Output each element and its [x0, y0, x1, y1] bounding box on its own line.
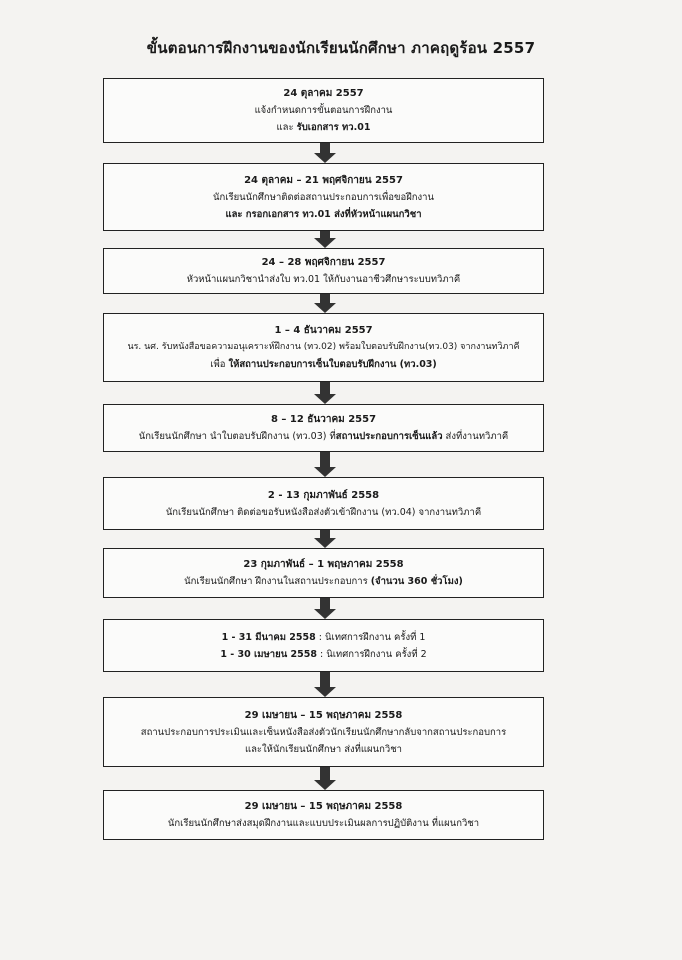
step-9-line-1: สถานประกอบการประเมินและเซ็นหนังสือส่งตัวนักเรียนนักศึกษากลับจากสถานประกอบการ: [140, 726, 507, 738]
step-4-box: [103, 313, 544, 382]
step-1-line-2: และ รับเอกสาร ทว.01: [276, 122, 371, 133]
step-9-line-2: และให้นักเรียนนักศึกษา ส่งที่แผนกวิชา: [244, 743, 402, 755]
step-9-date: 29 เมษายน – 15 พฤษภาคม 2558: [244, 709, 403, 721]
step-4-line-2: เพื่อ ให้สถานประกอบการเซ็นใบตอบรับฝึกงาน (ทว.03): [210, 359, 437, 370]
step-6-box: [103, 477, 544, 530]
down-arrow-icon: [314, 231, 336, 248]
step-10-box: [103, 790, 544, 840]
step-6-line-1: นักเรียนนักศึกษา ติดต่อขอรับหนังสือส่งตัวเข้าฝึกงาน (ทว.04) จากงานทวิภาคี: [165, 506, 482, 518]
step-5-box: [103, 404, 544, 452]
step-3-date: 24 – 28 พฤศจิกายน 2557: [261, 257, 386, 268]
step-1-line-1: แจ้งกำหนดการขั้นตอนการฝึกงาน: [254, 105, 393, 116]
step-7-line-1: นักเรียนนักศึกษา ฝึกงานในสถานประกอบการ (จำนวน 360 ชั่วโมง): [184, 576, 463, 587]
step-8-line-1: 1 - 31 มีนาคม 2558 : นิเทศการฝึกงาน ครั้งที่ 1: [221, 631, 426, 643]
page-title: ขั้นตอนการฝึกงานของนักเรียนนักศึกษา ภาคฤดูร้อน 2557: [146, 39, 536, 57]
step-2-box: [103, 163, 544, 231]
step-5-date: 8 – 12 ธันวาคม 2557: [270, 414, 377, 425]
step-8-box: [103, 619, 544, 672]
step-3-line-1: หัวหน้าแผนกวิชานำส่งใบ ทว.01 ให้กับงานอาชีวศึกษาระบบทวิภาคี: [186, 274, 461, 285]
step-7-date: 23 กุมภาพันธ์ – 1 พฤษภาคม 2558: [243, 559, 404, 570]
step-9-box: [103, 697, 544, 767]
step-5-line-1: นักเรียนนักศึกษา นำใบตอบรับฝึกงาน (ทว.03) ที่สถานประกอบการเซ็นแล้ว ส่งที่งานทวิภาคี: [138, 431, 509, 442]
down-arrow-icon: [314, 598, 336, 619]
down-arrow-icon: [314, 672, 336, 697]
step-4-date: 1 – 4 ธันวาคม 2557: [274, 325, 373, 336]
down-arrow-icon: [314, 530, 336, 548]
step-2-line-2: และ กรอกเอกสาร ทว.01 ส่งที่หัวหน้าแผนกวิชา: [225, 208, 422, 220]
down-arrow-icon: [314, 767, 336, 790]
down-arrow-icon: [314, 452, 336, 477]
step-4-line-1: นร. นศ. รับหนังสือขอความอนุเคราะห์ฝึกงาน (ทว.02) พร้อมใบตอบรับฝึกงาน(ทว.03) จากงานทวิภาคี: [127, 342, 520, 352]
step-10-line-1: นักเรียนนักศึกษาส่งสมุดฝึกงานและแบบประเมินผลการปฏิบัติงาน ที่แผนกวิชา: [167, 818, 480, 829]
step-1-box: [103, 78, 544, 143]
step-3-box: [103, 248, 544, 294]
down-arrow-icon: [314, 382, 336, 404]
step-2-date: 24 ตุลาคม – 21 พฤศจิกายน 2557: [244, 174, 403, 186]
step-1-date: 24 ตุลาคม 2557: [283, 88, 364, 99]
down-arrow-icon: [314, 294, 336, 313]
step-2-line-1: นักเรียนนักศึกษาติดต่อสถานประกอบการเพื่อขอฝึกงาน: [213, 191, 434, 203]
step-10-date: 29 เมษายน – 15 พฤษภาคม 2558: [244, 801, 403, 812]
step-7-box: [103, 548, 544, 598]
down-arrow-icon: [314, 143, 336, 163]
step-6-date: 2 - 13 กุมภาพันธ์ 2558: [267, 489, 380, 501]
step-8-line-2: 1 - 30 เมษายน 2558 : นิเทศการฝึกงาน ครั้งที่ 2: [220, 648, 427, 660]
